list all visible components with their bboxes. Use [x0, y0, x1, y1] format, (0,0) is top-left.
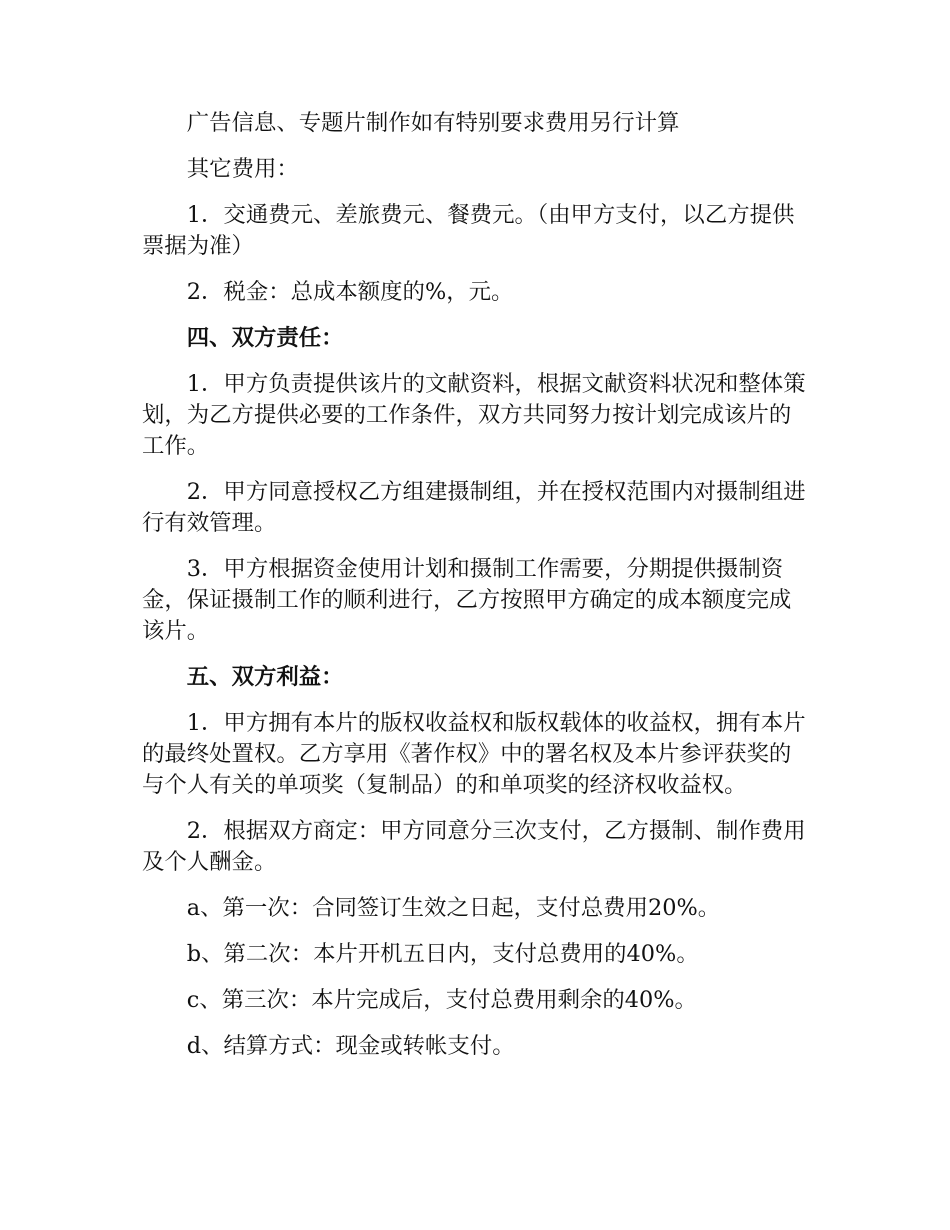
section-heading-responsibilities: 四、双方责任： [186, 325, 344, 351]
responsibility-item-3: 3．甲方根据资金使用计划和摄制工作需要，分期提供摄制资金，保证摄制工作的顺利进行，乙方按照甲方确定的成本额度完成该片。 [142, 556, 792, 644]
document-body [142, 108, 812, 1077]
paragraph-travel-fees: 1．交通费元、差旅费元、餐费元。（由甲方支付，以乙方提供票据为准） [142, 202, 795, 259]
benefit-item-2: 2．根据双方商定：甲方同意分三次支付，乙方摄制、制作费用及个人酬金。 [142, 818, 806, 875]
payment-second: b、第二次：本片开机五日内，支付总费用的40%。 [186, 941, 699, 967]
section-heading-benefits: 五、双方利益： [186, 664, 344, 690]
responsibility-item-1: 1．甲方负责提供该片的文献资料，根据文献资料状况和整体策划，为乙方提供必要的工作条件，双方共同努力按计划完成该片的工作。 [142, 371, 806, 459]
paragraph-other-fees: 其它费用： [186, 156, 299, 182]
paragraph-tax: 2．税金：总成本额度的%，元。 [186, 279, 514, 305]
payment-third: c、第三次：本片完成后，支付总费用剩余的40%。 [186, 987, 697, 1013]
payment-method: d、结算方式：现金或转帐支付。 [186, 1033, 515, 1059]
benefit-item-1: 1．甲方拥有本片的版权收益权和版权载体的收益权，拥有本片的最终处置权。乙方享用《著作权》中的署名权及本片参评获奖的与个人有关的单项奖（复制品）的和单项奖的经济权收益权。 [142, 710, 806, 798]
paragraph-ad-info: 广告信息、专题片制作如有特别要求费用另行计算 [186, 110, 680, 136]
responsibility-item-2: 2．甲方同意授权乙方组建摄制组，并在授权范围内对摄制组进行有效管理。 [142, 479, 806, 536]
payment-first: a、第一次：合同签订生效之日起，支付总费用20%。 [186, 895, 721, 921]
